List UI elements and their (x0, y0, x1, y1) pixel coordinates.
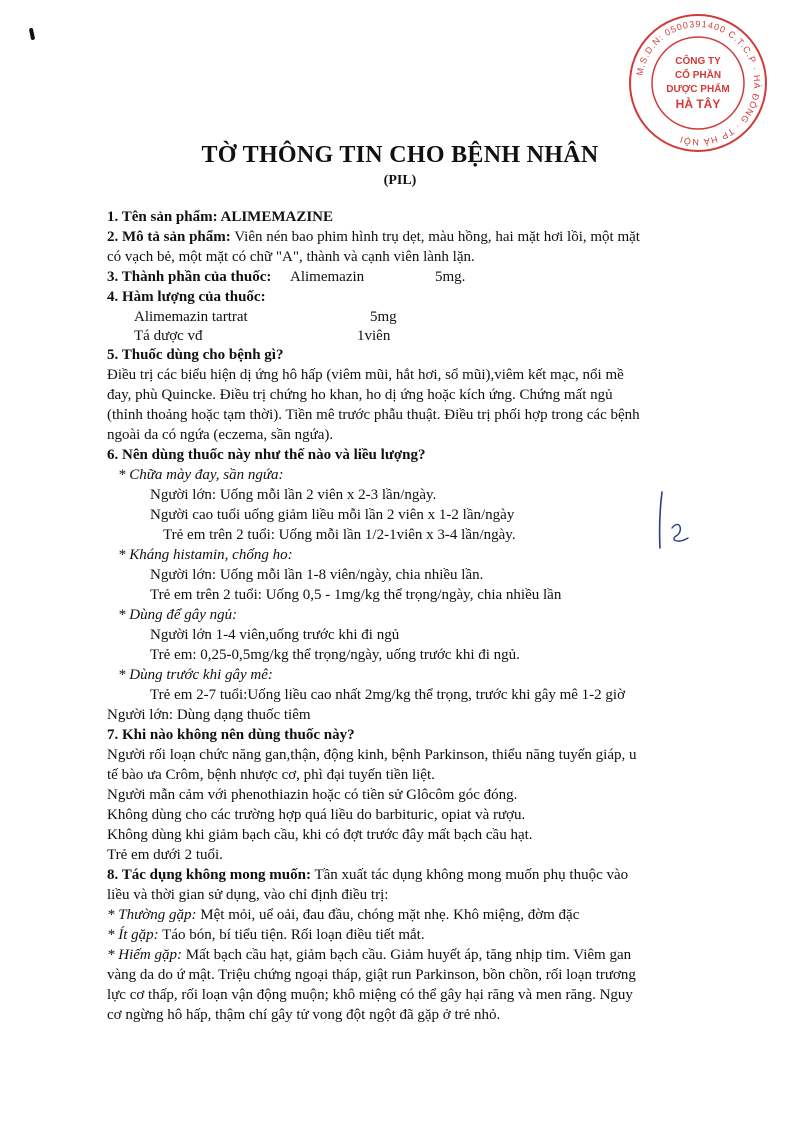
rare-effects-line: lực cơ thấp, rối loạn vận động muộn; khô miệng có thể gây hại răng và men răng. Nguy (107, 987, 633, 1003)
dosage-line: Người lớn: Dùng dạng thuốc tiêm (107, 707, 311, 723)
dosage-line: Trẻ em trên 2 tuổi: Uống 0,5 - 1mg/kg thể trọng/ngày, chia nhiều lần (150, 587, 562, 603)
stamp-line-1: CÔNG TY (675, 56, 721, 67)
uncommon-text: Táo bón, bí tiểu tiện. Rối loạn điều tiết mắt. (158, 927, 425, 943)
section-5-heading: 5. Thuốc dùng cho bệnh gì? (107, 347, 284, 363)
rare-effects-line: cơ ngừng hô hấp, thậm chí gây tử vong đột ngột đã gặp ở trẻ nhỏ. (107, 1007, 501, 1023)
section-3-heading: 3. Thành phần của thuốc: (107, 269, 272, 285)
section-8-intro: Tần xuất tác dụng không mong muốn phụ thuộc vào (310, 867, 629, 883)
section-4-heading: 4. Hàm lượng của thuốc: (107, 289, 266, 305)
common-label: * Thường gặp: (107, 907, 197, 923)
section-8-line-2: liều và thời gian sử dụng, vào chỉ định điều trị: (107, 887, 389, 903)
dosage-line: Người lớn: Uống mỗi lần 1-8 viên/ngày, chia nhiều lần. (150, 567, 484, 583)
composition-name: Alimemazin tartrat (134, 309, 248, 325)
dosage-group-title: * Dùng để gây ngủ: (118, 607, 238, 623)
rare-effects (107, 946, 631, 965)
company-stamp (627, 12, 769, 154)
dosage-group-title: * Chữa mày đay, sần ngứa: (118, 467, 284, 483)
common-effects (107, 906, 579, 925)
section-7-line: tế bào ưa Crôm, bệnh nhược cơ, phì đại tuyến tiền liệt. (107, 767, 435, 783)
section-3-amount: 5mg. (435, 269, 466, 285)
common-text: Mệt mỏi, uể oải, đau đầu, chóng mặt nhẹ. Khô miệng, đờm đặc (196, 907, 580, 923)
section-7-heading: 7. Khi nào không nên dùng thuốc này? (107, 727, 355, 743)
rare-text: Mất bạch cầu hạt, giảm bạch cầu. Giảm huyết áp, tăng nhịp tim. Viêm gan (182, 947, 632, 963)
composition-value: 5mg (370, 309, 397, 325)
scan-mark (29, 28, 35, 41)
dosage-group-title: * Kháng histamin, chống ho: (118, 547, 293, 563)
dosage-group-title: * Dùng trước khi gây mê: (118, 667, 273, 683)
section-7-line: Người rối loạn chức năng gan,thận, động kinh, bệnh Parkinson, thiểu năng tuyến giáp, u (107, 747, 637, 763)
section-7-line: Không dùng cho các trường hợp quá liều do barbituric, opiat và rượu. (107, 807, 526, 823)
section-7-line: Không dùng khi giảm bạch cầu, khi có đợt trước đây mất bạch cầu hạt. (107, 827, 533, 843)
section-8-heading: 8. Tác dụng không mong muốn: (107, 867, 311, 883)
uncommon-effects (107, 926, 425, 945)
dosage-line: Trẻ em trên 2 tuổi: Uống mỗi lần 1/2-1viên x 3-4 lần/ngày. (163, 527, 516, 543)
section-1-heading: 1. Tên sản phẩm: ALIMEMAZINE (107, 209, 334, 225)
section-5-line: Điều trị các biểu hiện dị ứng hô hấp (viêm mũi, hắt hơi, sổ mũi),viêm kết mạc, nổi mề (107, 367, 624, 383)
section-2-heading: 2. Mô tả sản phẩm: (107, 229, 231, 245)
section-5-line: (thỉnh thoảng hoặc tạm thời). Tiền mê trước phẫu thuật. Điều trị phối hợp trong các bệnh (107, 407, 640, 423)
section-8-line-1 (107, 866, 628, 885)
section-2-text: Viên nén bao phim hình trụ dẹt, màu hồng, hai mặt hơi lồi, một mặt (230, 229, 640, 245)
rare-label: * Hiếm gặp: (107, 947, 182, 963)
dosage-line: Trẻ em 2-7 tuổi:Uống liều cao nhất 2mg/kg thể trọng, trước khi gây mê 1-2 giờ (150, 687, 626, 703)
signature-mark (650, 488, 700, 558)
stamp-line-3: DƯỢC PHẨM (666, 84, 730, 95)
section-7-line: Người mẫn cảm với phenothiazin hoặc có tiền sử Glôcôm góc đóng. (107, 787, 518, 803)
uncommon-label: * Ít gặp: (107, 927, 159, 943)
stamp-ring-text: M.S.D.N: 0500391400 C.T.C.P · HÀ ĐÔNG · TP HÀ NỘI (634, 18, 763, 148)
composition-value: 1viên (357, 328, 391, 344)
section-5-line: đay, phù Quincke. Điều trị chứng ho khan, ho dị ứng hoặc kích ứng. Chứng mất ngủ (107, 387, 613, 403)
dosage-line: Người cao tuổi uống giảm liều mỗi lần 2 viên x 1-2 lần/ngày (150, 507, 515, 523)
page-subtitle: (PIL) (383, 173, 417, 188)
dosage-line: Trẻ em: 0,25-0,5mg/kg thể trọng/ngày, uống trước khi đi ngủ. (150, 647, 520, 663)
section-2-line-2: có vạch bẻ, một mặt có chữ "A", thành và cạnh viên lành lặn. (107, 249, 475, 265)
section-5-line: ngoài da có ngứa (eczema, sần ngứa). (107, 427, 334, 443)
stamp-line-2: CỔ PHẦN (674, 70, 722, 81)
composition-name: Tá dược vđ (134, 328, 203, 344)
rare-effects-line: vàng da do ứ mật. Triệu chứng ngoại tháp, giật run Parkinson, bồn chồn, rối loạn trương (107, 967, 636, 983)
stamp-line-4: HÀ TÂY (675, 97, 721, 111)
page-title: TỜ THÔNG TIN CHO BỆNH NHÂN (201, 142, 599, 168)
dosage-line: Người lớn 1-4 viên,uống trước khi đi ngủ (150, 627, 400, 643)
dosage-line: Người lớn: Uống mỗi lần 2 viên x 2-3 lần/ngày. (150, 487, 437, 503)
section-7-line: Trẻ em dưới 2 tuổi. (107, 847, 223, 863)
section-6-heading: 6. Nên dùng thuốc này như thế nào và liều lượng? (107, 447, 426, 463)
section-3-ingredient: Alimemazin (290, 269, 365, 285)
section-2-line-1 (107, 228, 640, 247)
